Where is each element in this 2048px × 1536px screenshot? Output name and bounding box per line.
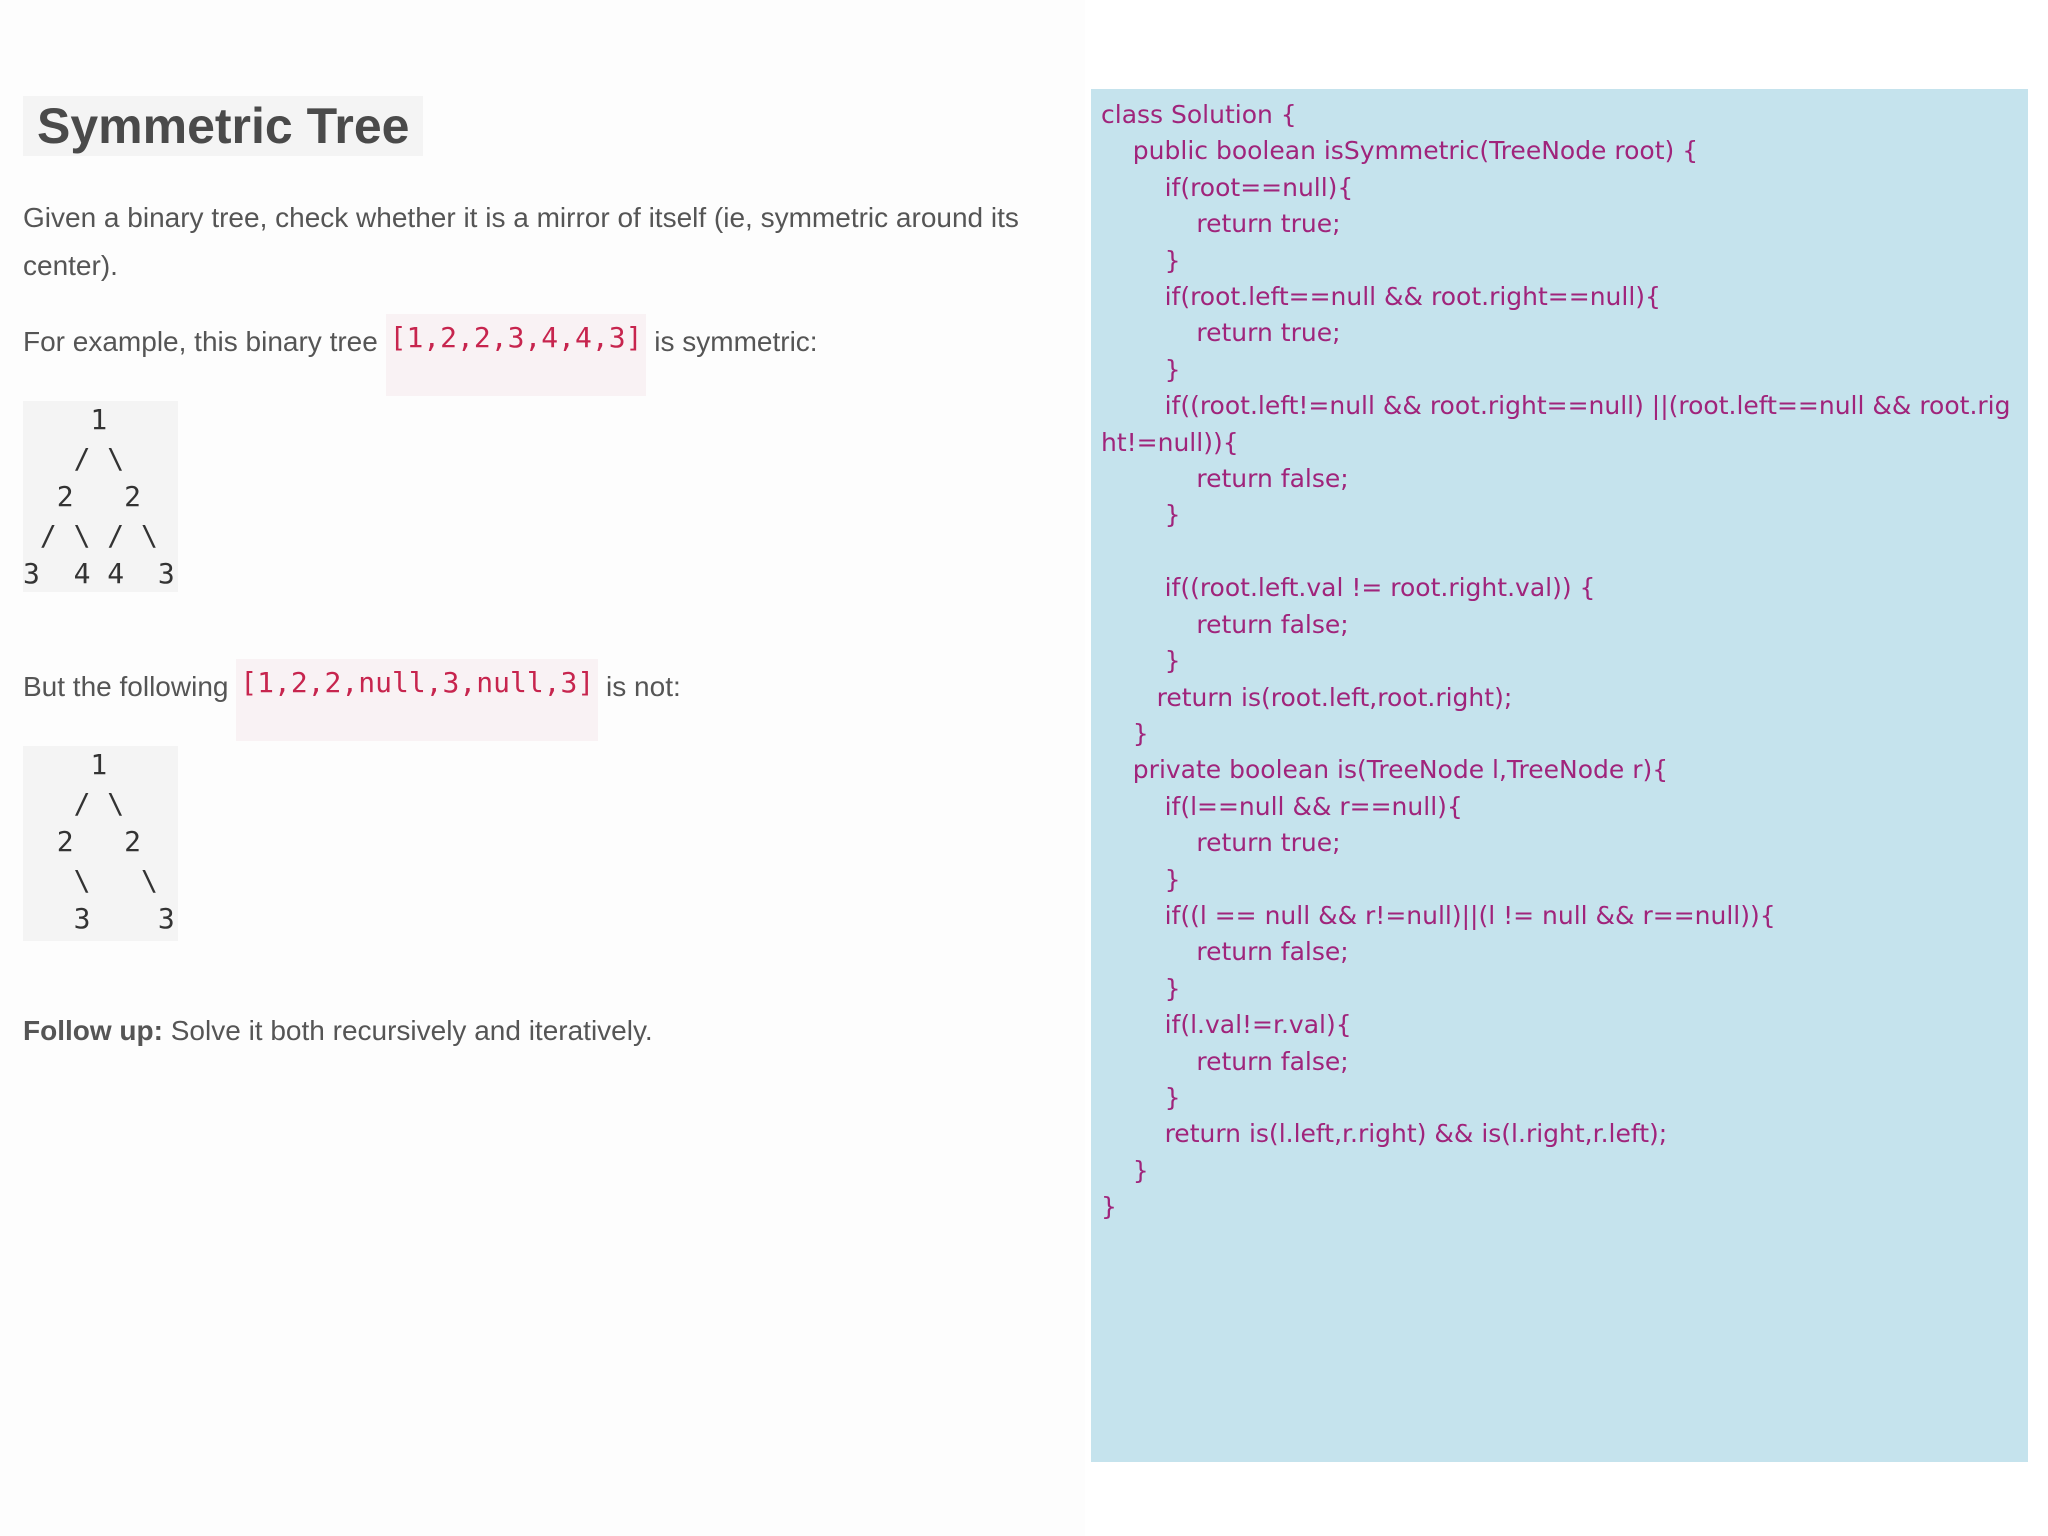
example-2-prefix: But the following <box>23 671 229 702</box>
example-2-array-code: [1,2,2,null,3,null,3] <box>236 659 598 741</box>
follow-up-label: Follow up: <box>23 1015 163 1046</box>
example-1-array-code: [1,2,2,3,4,4,3] <box>386 314 647 396</box>
page-title: Symmetric Tree <box>23 96 423 156</box>
example-1-tree-diagram: 1 / \ 2 2 / \ / \ 3 4 4 3 <box>23 401 178 592</box>
example-1-sentence <box>23 318 818 396</box>
example-2-tree-diagram: 1 / \ 2 2 \ \ 3 3 <box>23 746 178 941</box>
example-2-sentence <box>23 663 681 741</box>
follow-up-text: Solve it both recursively and iteratively. <box>170 1015 653 1046</box>
example-1-prefix: For example, this binary tree <box>23 326 378 357</box>
example-2-suffix: is not: <box>606 671 681 702</box>
solution-code[interactable]: class Solution { public boolean isSymmetric(TreeNode root) { if(root==null){ return true; } if(root.left==null && root.right==null){ return true; } if((root.left!=null && root.right==null) ||(root.left==null && root.right!=null)){ return false; } if((root.left.val != root.right.val)) { return false; } return is(root.left,root.right); } private boolean is(TreeNode l,TreeNode r){ if(l==null && r==null){ return true; } if((l == null && r!=null)||(l != null && r==null)){ return false; } if(l.val!=r.val){ return false; } return is(l.left,r.right) && is(l.right,r.left); } } <box>1101 100 2011 1222</box>
follow-up-note <box>23 1007 653 1055</box>
solution-code-panel[interactable] <box>1091 89 2028 1462</box>
example-1-suffix: is symmetric: <box>654 326 818 357</box>
problem-description: Given a binary tree, check whether it is a mirror of itself (ie, symmetric around its center). <box>23 202 1019 281</box>
